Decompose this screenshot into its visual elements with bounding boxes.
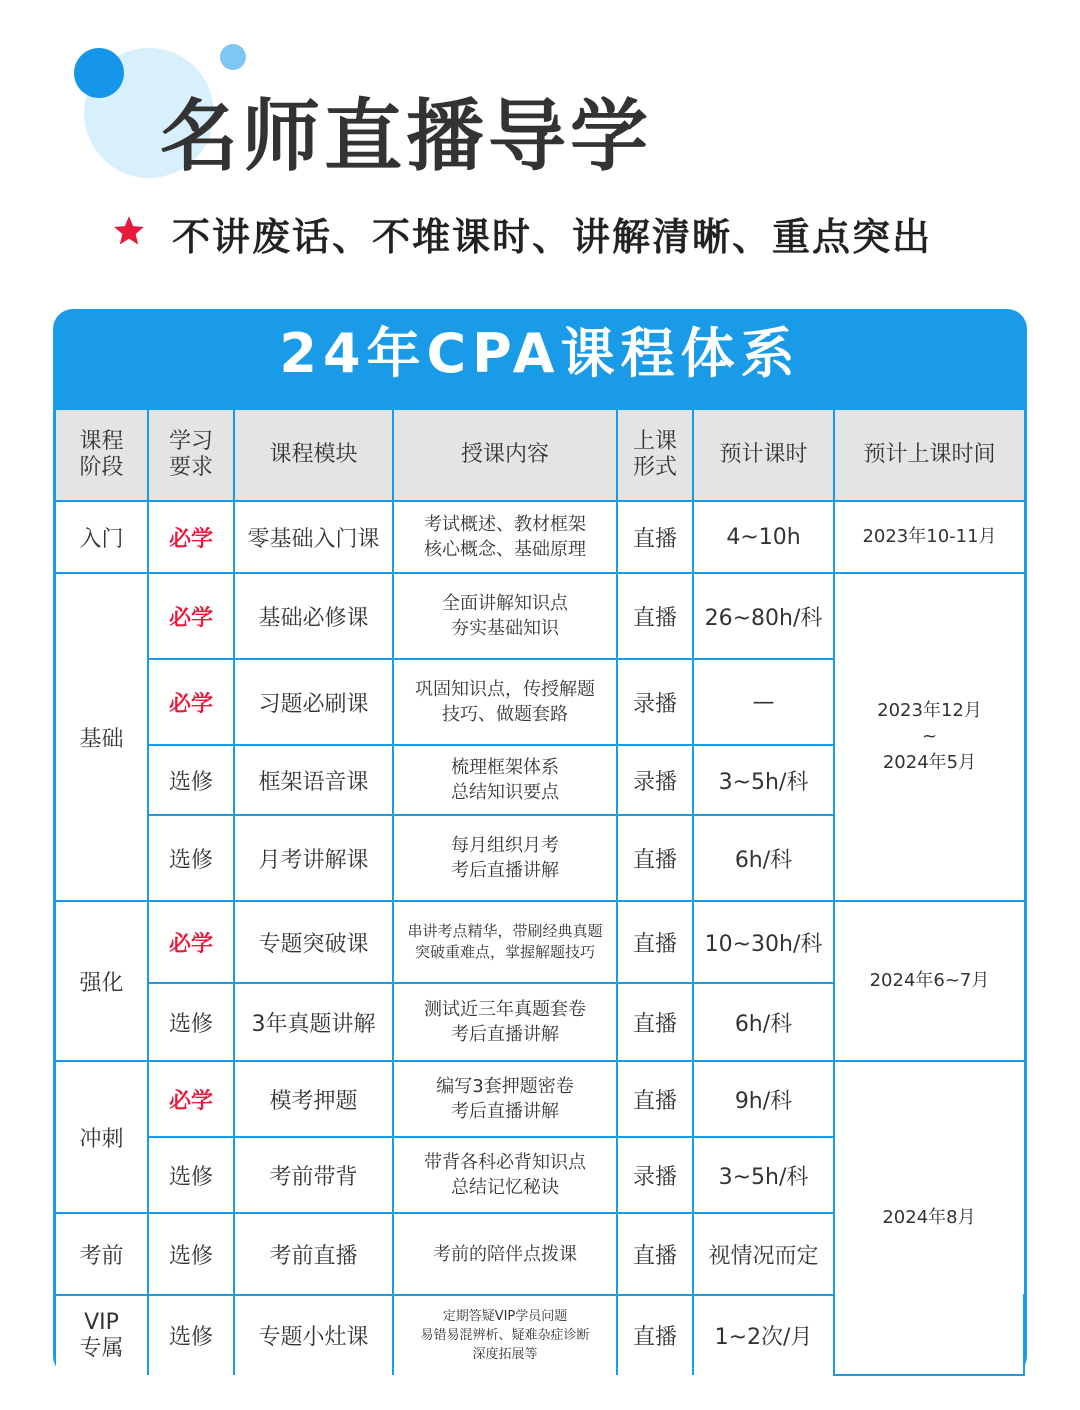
hours-cell: 9h/科	[693, 1061, 834, 1137]
stage-cell: 冲刺	[56, 1061, 148, 1213]
requirement-cell: 选修	[148, 815, 234, 901]
decor-circle-blue	[74, 48, 124, 98]
format-cell: 直播	[617, 1295, 693, 1375]
module-cell: 习题必刷课	[234, 659, 393, 745]
table-header-row	[56, 410, 1024, 501]
module-cell: 基础必修课	[234, 573, 393, 659]
table-row	[56, 501, 1024, 573]
hours-cell: —	[693, 659, 834, 745]
time-cell-line: ~	[921, 726, 938, 747]
stage-cell: 强化	[56, 901, 148, 1061]
content-cell-line: 考后直播讲解	[451, 1024, 559, 1045]
col-header-hours: 预计课时	[693, 410, 834, 501]
star-icon	[112, 214, 146, 248]
content-cell-line: 考后直播讲解	[451, 1101, 559, 1122]
hours-cell: 3~5h/科	[693, 745, 834, 815]
content-cell	[393, 1213, 617, 1295]
module-cell: 月考讲解课	[234, 815, 393, 901]
content-cell-line: 突破重难点，掌握解题技巧	[414, 943, 595, 961]
format-cell: 直播	[617, 815, 693, 901]
format-cell: 录播	[617, 1137, 693, 1213]
content-cell	[393, 501, 617, 573]
content-cell	[393, 983, 617, 1061]
content-cell-line: 考前的陪伴点拨课	[433, 1243, 577, 1265]
content-cell	[393, 1061, 617, 1137]
table-row	[56, 1061, 1024, 1137]
content-cell-line: 定期答疑VIP学员问题	[442, 1309, 568, 1324]
content-cell	[393, 745, 617, 815]
content-cell	[393, 573, 617, 659]
content-cell-line: 编写3套押题密卷	[436, 1076, 574, 1097]
module-cell: 零基础入门课	[234, 501, 393, 573]
format-cell: 直播	[617, 501, 693, 573]
content-cell-line: 串讲考点精华，带刷经典真题	[407, 922, 603, 940]
content-cell-line: 带背各科必背知识点	[424, 1152, 586, 1173]
content-cell	[393, 901, 617, 983]
requirement-cell: 必学	[148, 501, 234, 573]
stage-cell: 基础	[56, 573, 148, 901]
time-cell-line: 2024年5月	[882, 752, 977, 773]
requirement-cell: 选修	[148, 1213, 234, 1295]
hours-cell: 3~5h/科	[693, 1137, 834, 1213]
table-row	[56, 901, 1024, 983]
decor-circle-small	[220, 44, 246, 70]
content-cell-line: 夯实基础知识	[451, 618, 559, 639]
content-cell	[393, 659, 617, 745]
requirement-cell: 选修	[148, 1295, 234, 1375]
time-cell: 2024年8月	[834, 1061, 1024, 1375]
slogan: 不讲废话、不堆课时、讲解清晰、重点突出	[172, 215, 933, 259]
format-cell: 直播	[617, 983, 693, 1061]
stage-cell: VIP专属	[56, 1295, 148, 1375]
module-cell: 专题突破课	[234, 901, 393, 983]
requirement-cell: 必学	[148, 573, 234, 659]
col-header-time: 预计上课时间	[834, 410, 1024, 501]
col-header-stage: 课程阶段	[56, 410, 148, 501]
requirement-cell: 选修	[148, 1137, 234, 1213]
hours-cell: 视情况而定	[693, 1213, 834, 1295]
course-table	[56, 410, 1024, 1376]
hours-cell: 6h/科	[693, 815, 834, 901]
requirement-cell: 必学	[148, 901, 234, 983]
content-cell-line: 巩固知识点，传授解题	[415, 679, 595, 700]
hours-cell: 10~30h/科	[693, 901, 834, 983]
hours-cell: 1~2次/月	[693, 1295, 834, 1375]
time-cell: 2023年10-11月	[834, 501, 1024, 573]
requirement-cell: 必学	[148, 659, 234, 745]
page-title: 名师直播导学	[160, 92, 653, 182]
format-cell: 录播	[617, 659, 693, 745]
content-cell	[393, 815, 617, 901]
content-cell-line: 核心概念、基础原理	[424, 539, 586, 560]
requirement-cell: 选修	[148, 745, 234, 815]
format-cell: 直播	[617, 1213, 693, 1295]
col-header-content: 授课内容	[393, 410, 617, 501]
content-cell-line: 梳理框架体系	[451, 757, 559, 778]
content-cell-line: 考试概述、教材框架	[424, 514, 586, 535]
format-cell: 录播	[617, 745, 693, 815]
content-cell-line: 考后直播讲解	[451, 860, 559, 881]
time-cell: 2024年6~7月	[834, 901, 1024, 1061]
time-cell	[834, 573, 1024, 901]
stage-cell: 考前	[56, 1213, 148, 1295]
col-header-format: 上课形式	[617, 410, 693, 501]
module-cell: 3年真题讲解	[234, 983, 393, 1061]
module-cell: 考前直播	[234, 1213, 393, 1295]
content-cell	[393, 1137, 617, 1213]
hours-cell: 6h/科	[693, 983, 834, 1061]
module-cell: 专题小灶课	[234, 1295, 393, 1375]
module-cell: 考前带背	[234, 1137, 393, 1213]
requirement-cell: 选修	[148, 983, 234, 1061]
format-cell: 直播	[617, 573, 693, 659]
module-cell: 框架语音课	[234, 745, 393, 815]
content-cell-line: 深度拓展等	[472, 1347, 538, 1362]
hours-cell: 26~80h/科	[693, 573, 834, 659]
module-cell: 模考押题	[234, 1061, 393, 1137]
format-cell: 直播	[617, 1061, 693, 1137]
col-header-req: 学习要求	[148, 410, 234, 501]
content-cell-line: 总结知识要点	[451, 782, 559, 803]
content-cell-line: 全面讲解知识点	[442, 593, 568, 614]
stage-cell: 入门	[56, 501, 148, 573]
format-cell: 直播	[617, 901, 693, 983]
requirement-cell: 必学	[148, 1061, 234, 1137]
content-cell-line: 每月组织月考	[451, 835, 559, 856]
content-cell-line: 易错易混辨析、疑难杂症诊断	[420, 1328, 590, 1343]
hours-cell: 4~10h	[693, 501, 834, 573]
content-cell-line: 总结记忆秘诀	[451, 1177, 559, 1198]
content-cell-line: 测试近三年真题套卷	[424, 999, 586, 1020]
table-title: 24年CPA课程体系	[279, 322, 801, 385]
col-header-module: 课程模块	[234, 410, 393, 501]
content-cell-line: 技巧、做题套路	[442, 704, 568, 725]
time-cell-line: 2023年12月	[877, 700, 982, 721]
content-cell	[393, 1295, 617, 1375]
table-row	[56, 573, 1024, 659]
